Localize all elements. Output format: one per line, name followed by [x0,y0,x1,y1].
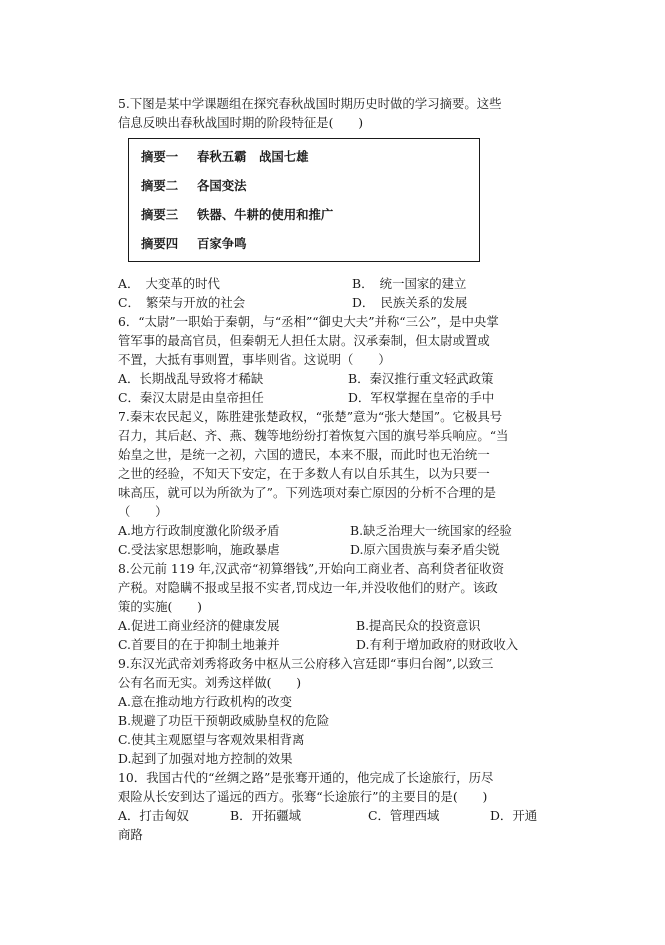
q6-option-b[interactable]: B．秦汉推行重文轻武政策 [348,371,494,386]
q8-stem-line: 8.公元前 119 年,汉武帝“初算缗钱”,开始向工商业者、高利贷者征收资 [118,561,505,576]
q5-option-b[interactable]: B． 统一国家的建立 [352,276,467,291]
q7-option-b[interactable]: B.缺乏治理大一统国家的经验 [350,523,512,538]
q10-option-d-continued: 商路 [118,827,143,842]
q8-option-b[interactable]: B.提高民众的投资意识 [356,618,481,633]
q10-option-a[interactable]: A．打击匈奴 [118,808,189,823]
q9-stem-line: 9.东汉光武帝刘秀将政务中枢从三公府移入宫廷即“事归台阁”,以致三 [118,656,494,671]
q8-stem-line: 产税。对隐瞒不报或呈报不实者,罚戍边一年,并没收他们的财产。该政 [118,580,498,595]
q5-stem-line1 [118,94,502,113]
q6-stem-line: 不置，大抵有事则置，事毕则省。这说明（ ） [118,352,391,367]
abstract-text: 各国变法 [197,178,247,193]
q10-option-c[interactable]: C．管理西域 [368,808,440,823]
abstract-row [141,235,247,253]
q6-option-c[interactable]: C．秦汉太尉是由皇帝担任 [118,390,264,405]
abstract-label: 摘要四 [141,236,179,251]
q5-abstract-box [128,138,480,262]
q7-option-d[interactable]: D.原六国贵族与秦矛盾尖锐 [350,542,500,557]
abstract-text: 铁器、牛耕的使用和推广 [197,207,334,222]
abstract-label: 摘要三 [141,207,179,222]
q9-option-b[interactable]: B.规避了功臣干预朝政威胁皇权的危险 [118,713,330,728]
q7-stem-line: 之世的经验，不知天下安定，在于多数人有以自乐其生，以为只要一 [118,466,490,481]
q7-stem-line: 7.秦末农民起义，陈胜建张楚政权，“张楚”意为“张大楚国”。它极具号 [118,409,503,424]
q7-option-a[interactable]: A.地方行政制度激化阶级矛盾 [118,523,280,538]
abstract-label: 摘要二 [141,178,179,193]
q8-option-d[interactable]: D.有利于增加政府的财政收入 [356,637,519,652]
q5-option-a[interactable]: A． 大变革的时代 [118,276,220,291]
q7-stem-line: 始皇之世，是统一之初，六国的遗民，本来不服，而此时也无治统一 [118,447,490,462]
q9-option-c[interactable]: C.使其主观愿望与客观效果相背离 [118,732,305,747]
q7-stem-line: 召力，其后赵、齐、燕、魏等地纷纷打着恢复六国的旗号举兵响应。“当 [118,428,509,443]
q8-option-a[interactable]: A.促进工商业经济的健康发展 [118,618,280,633]
q8-option-c[interactable]: C.首要目的在于抑制土地兼并 [118,637,280,652]
q9-option-a[interactable]: A.意在推动地方行政机构的改变 [118,694,292,709]
q5-option-c[interactable]: C． 繁荣与开放的社会 [118,295,246,310]
q7-option-c[interactable]: C.受法家思想影响，施政暴虐 [118,542,280,557]
q10-stem-line: 10．我国古代的“丝绸之路”是张骞开通的，他完成了长途旅行，历尽 [118,770,494,785]
q5-stem-text-a: 5.下图是某中学课题组在探究春秋战国时期历史时 [118,96,391,111]
abstract-label: 摘要一 [141,149,179,164]
q10-stem-line: 艰险从长安到达了遥远的西方。张骞“长途旅行”的主要目的是( ) [118,789,488,804]
q6-option-d[interactable]: D．军权掌握在皇帝的手中 [348,390,495,405]
q9-stem-line: 公有名而无实。刘秀这样做( ) [118,675,302,690]
abstract-text: 百家争鸣 [197,236,247,251]
abstract-row [141,148,309,166]
q5-stem-text-b: 做的学习摘要。这些 [390,96,502,111]
q9-option-d[interactable]: D.起到了加强对地方控制的效果 [118,751,293,766]
abstract-row [141,177,247,195]
q7-stem-line: 味高压，就可以为所欲为了”。下列选项对秦亡原因的分析不合理的是 [118,485,497,500]
q6-option-a[interactable]: A．长期战乱导致将才稀缺 [118,371,264,386]
q5-stem-line2: 信息反映出春秋战国时期的阶段特征是( ) [118,115,364,130]
abstract-row [141,206,333,224]
q7-stem-line: （ ） [118,504,168,519]
q5-option-d[interactable]: D． 民族关系的发展 [352,295,468,310]
q6-stem-line: 6．“太尉”一职始于秦朝，与“丞相”“御史大夫”并称“三公”，是中央掌 [118,314,499,329]
q10-option-b[interactable]: B．开拓疆域 [230,808,302,823]
q10-option-d[interactable]: D．开通 [490,808,538,823]
abstract-text: 春秋五霸 战国七雄 [197,149,309,164]
q8-stem-line: 策的实施( ) [118,599,203,614]
q6-stem-line: 管军事的最高官员，但秦朝无人担任太尉。汉承秦制，但太尉或置或 [118,333,490,348]
